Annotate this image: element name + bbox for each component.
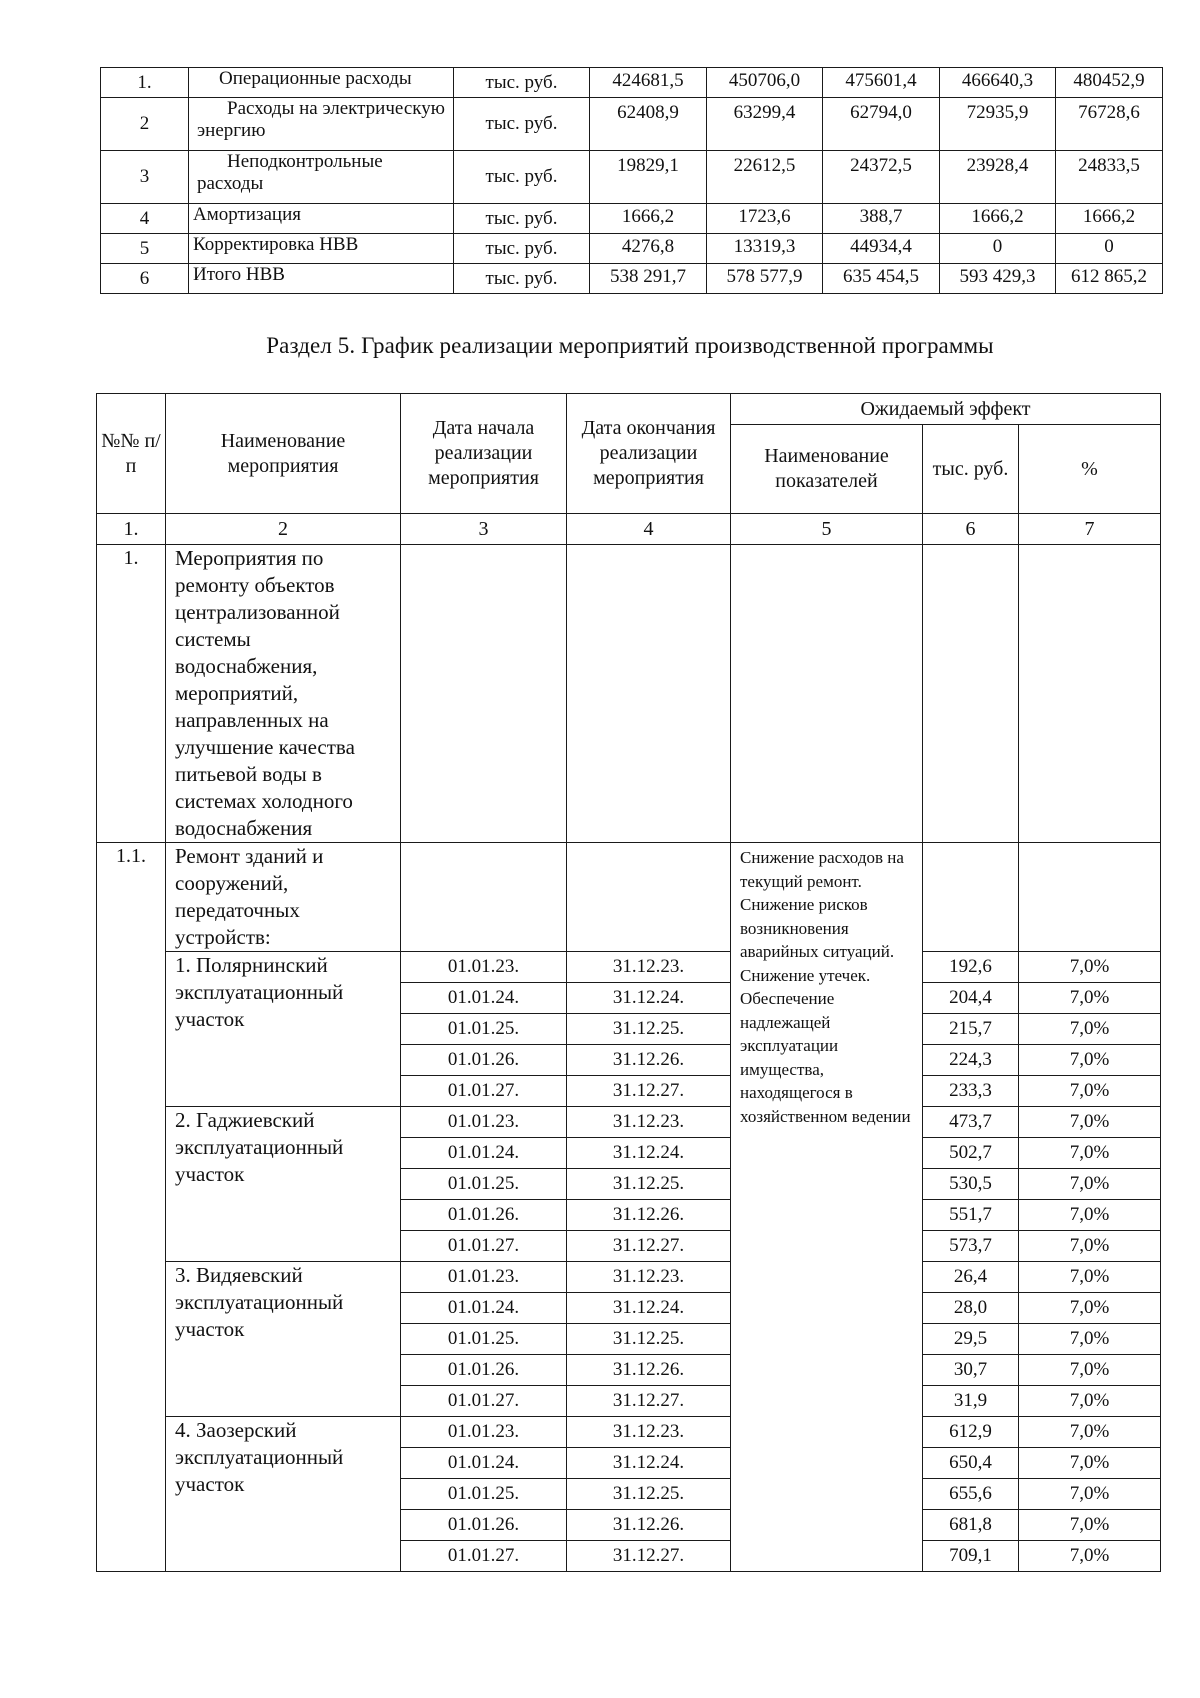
percent-value: 7,0% — [1019, 1076, 1161, 1107]
index-cell: 6 — [923, 514, 1019, 545]
table-row — [101, 234, 1163, 264]
start-date: 01.01.24. — [401, 1448, 567, 1479]
row-value: 593 429,3 — [940, 264, 1056, 294]
start-date: 01.01.24. — [401, 1293, 567, 1324]
end-date: 31.12.24. — [567, 1138, 731, 1169]
row-value: 19829,1 — [590, 151, 707, 204]
table-row — [101, 264, 1163, 294]
start-date: 01.01.23. — [401, 952, 567, 983]
empty-cell — [567, 545, 731, 843]
header-indicators: Наименование показателей — [731, 425, 923, 514]
end-date: 31.12.26. — [567, 1510, 731, 1541]
percent-value: 7,0% — [1019, 1231, 1161, 1262]
start-date: 01.01.25. — [401, 1014, 567, 1045]
row-value: 1666,2 — [940, 204, 1056, 234]
end-date: 31.12.24. — [567, 983, 731, 1014]
header-percent: % — [1019, 425, 1161, 514]
end-date: 31.12.25. — [567, 1169, 731, 1200]
amount-value: 31,9 — [923, 1386, 1019, 1417]
row-name: Расходы на электрическую энергию — [189, 98, 454, 151]
schedule-body — [97, 545, 1161, 1572]
header-thousand: тыс. руб. — [923, 425, 1019, 514]
site-name: 3. Видяевский эксплуатационный участок — [166, 1262, 401, 1417]
index-cell: 2 — [166, 514, 401, 545]
row-value: 1723,6 — [707, 204, 823, 234]
end-date: 31.12.26. — [567, 1355, 731, 1386]
row-value: 62408,9 — [590, 98, 707, 151]
empty-cell — [567, 843, 731, 952]
empty-cell — [1019, 843, 1161, 952]
amount-value: 204,4 — [923, 983, 1019, 1014]
schedule-table — [96, 393, 1161, 1572]
row-value: 612 865,2 — [1056, 264, 1163, 294]
row-value: 475601,4 — [823, 68, 940, 98]
section-number: 1. — [97, 545, 166, 843]
row-unit: тыс. руб. — [454, 264, 590, 294]
subsection-number: 1.1. — [97, 843, 166, 1572]
start-date: 01.01.24. — [401, 1138, 567, 1169]
row-number: 6 — [101, 264, 189, 294]
start-date: 01.01.23. — [401, 1262, 567, 1293]
percent-value: 7,0% — [1019, 1417, 1161, 1448]
amount-value: 551,7 — [923, 1200, 1019, 1231]
amount-value: 473,7 — [923, 1107, 1019, 1138]
subsection-row — [97, 843, 1161, 952]
row-number: 5 — [101, 234, 189, 264]
percent-value: 7,0% — [1019, 1169, 1161, 1200]
row-value: 388,7 — [823, 204, 940, 234]
table-row — [101, 151, 1163, 204]
end-date: 31.12.24. — [567, 1448, 731, 1479]
cost-summary-table — [100, 67, 1163, 294]
row-name: Итого НВВ — [189, 264, 454, 294]
percent-value: 7,0% — [1019, 983, 1161, 1014]
start-date: 01.01.27. — [401, 1541, 567, 1572]
schedule-row — [97, 1107, 1161, 1138]
schedule-header-row — [97, 394, 1161, 425]
schedule-row — [97, 952, 1161, 983]
effect-description: Снижение расходов на текущий ремонт. Снижение рисков возникновения аварийных ситуаций. Снижение утечек. Обеспечение надлежащей эксплуатации имущества, находящегося в хозяйственном ведении — [731, 843, 923, 1572]
row-number: 4 — [101, 204, 189, 234]
row-value: 0 — [1056, 234, 1163, 264]
percent-value: 7,0% — [1019, 1014, 1161, 1045]
percent-value: 7,0% — [1019, 1200, 1161, 1231]
row-unit: тыс. руб. — [454, 204, 590, 234]
amount-value: 233,3 — [923, 1076, 1019, 1107]
start-date: 01.01.27. — [401, 1386, 567, 1417]
end-date: 31.12.25. — [567, 1324, 731, 1355]
amount-value: 502,7 — [923, 1138, 1019, 1169]
table-row — [101, 68, 1163, 98]
amount-value: 26,4 — [923, 1262, 1019, 1293]
row-value: 424681,5 — [590, 68, 707, 98]
index-cell: 1. — [97, 514, 166, 545]
index-cell: 3 — [401, 514, 567, 545]
row-value: 1666,2 — [1056, 204, 1163, 234]
amount-value: 650,4 — [923, 1448, 1019, 1479]
row-value: 72935,9 — [940, 98, 1056, 151]
percent-value: 7,0% — [1019, 1541, 1161, 1572]
row-name: Неподконтрольные расходы — [189, 151, 454, 204]
start-date: 01.01.26. — [401, 1200, 567, 1231]
row-value: 23928,4 — [940, 151, 1056, 204]
empty-cell — [401, 545, 567, 843]
amount-value: 28,0 — [923, 1293, 1019, 1324]
start-date: 01.01.26. — [401, 1510, 567, 1541]
empty-cell — [1019, 545, 1161, 843]
row-number: 2 — [101, 98, 189, 151]
site-name: 2. Гаджиевский эксплуатационный участок — [166, 1107, 401, 1262]
amount-value: 224,3 — [923, 1045, 1019, 1076]
row-value: 635 454,5 — [823, 264, 940, 294]
row-unit: тыс. руб. — [454, 151, 590, 204]
index-cell: 7 — [1019, 514, 1161, 545]
end-date: 31.12.25. — [567, 1479, 731, 1510]
start-date: 01.01.26. — [401, 1045, 567, 1076]
end-date: 31.12.27. — [567, 1541, 731, 1572]
percent-value: 7,0% — [1019, 1262, 1161, 1293]
row-value: 466640,3 — [940, 68, 1056, 98]
subsection-name: Ремонт зданий и сооружений, передаточных устройств: — [166, 843, 401, 952]
row-value: 450706,0 — [707, 68, 823, 98]
amount-value: 573,7 — [923, 1231, 1019, 1262]
row-value: 44934,4 — [823, 234, 940, 264]
start-date: 01.01.27. — [401, 1231, 567, 1262]
amount-value: 29,5 — [923, 1324, 1019, 1355]
section-name: Мероприятия по ремонту объектов централизованной системы водоснабжения, мероприятий, направленных на улучшение качества питьевой воды в системах холодного водоснабжения — [166, 545, 401, 843]
row-value: 24833,5 — [1056, 151, 1163, 204]
end-date: 31.12.27. — [567, 1076, 731, 1107]
end-date: 31.12.27. — [567, 1386, 731, 1417]
end-date: 31.12.23. — [567, 1107, 731, 1138]
row-value: 76728,6 — [1056, 98, 1163, 151]
section-title: Раздел 5. График реализации мероприятий производственной программы — [266, 333, 994, 358]
index-cell: 5 — [731, 514, 923, 545]
row-value: 578 577,9 — [707, 264, 823, 294]
row-number: 1. — [101, 68, 189, 98]
start-date: 01.01.25. — [401, 1324, 567, 1355]
end-date: 31.12.24. — [567, 1293, 731, 1324]
row-value: 62794,0 — [823, 98, 940, 151]
row-value: 22612,5 — [707, 151, 823, 204]
header-start: Дата начала реализации мероприятия — [401, 394, 567, 514]
row-number: 3 — [101, 151, 189, 204]
row-value: 0 — [940, 234, 1056, 264]
start-date: 01.01.25. — [401, 1479, 567, 1510]
start-date: 01.01.24. — [401, 983, 567, 1014]
percent-value: 7,0% — [1019, 1479, 1161, 1510]
end-date: 31.12.23. — [567, 1262, 731, 1293]
site-name: 4. Заозерский эксплуатационный участок — [166, 1417, 401, 1572]
percent-value: 7,0% — [1019, 1510, 1161, 1541]
row-value: 1666,2 — [590, 204, 707, 234]
start-date: 01.01.26. — [401, 1355, 567, 1386]
empty-cell — [923, 545, 1019, 843]
row-value: 24372,5 — [823, 151, 940, 204]
percent-value: 7,0% — [1019, 1293, 1161, 1324]
row-unit: тыс. руб. — [454, 68, 590, 98]
percent-value: 7,0% — [1019, 1355, 1161, 1386]
empty-cell — [731, 545, 923, 843]
percent-value: 7,0% — [1019, 1324, 1161, 1355]
start-date: 01.01.25. — [401, 1169, 567, 1200]
table-row — [101, 204, 1163, 234]
amount-value: 655,6 — [923, 1479, 1019, 1510]
header-end: Дата окончания реализации мероприятия — [567, 394, 731, 514]
index-cell: 4 — [567, 514, 731, 545]
header-num: №№ п/п — [97, 394, 166, 514]
row-unit: тыс. руб. — [454, 234, 590, 264]
amount-value: 709,1 — [923, 1541, 1019, 1572]
end-date: 31.12.27. — [567, 1231, 731, 1262]
percent-value: 7,0% — [1019, 1107, 1161, 1138]
row-value: 13319,3 — [707, 234, 823, 264]
start-date: 01.01.23. — [401, 1107, 567, 1138]
start-date: 01.01.27. — [401, 1076, 567, 1107]
end-date: 31.12.23. — [567, 1417, 731, 1448]
section-row — [97, 545, 1161, 843]
amount-value: 215,7 — [923, 1014, 1019, 1045]
site-name: 1. Полярнинский эксплуатационный участок — [166, 952, 401, 1107]
percent-value: 7,0% — [1019, 1045, 1161, 1076]
row-value: 4276,8 — [590, 234, 707, 264]
row-value: 63299,4 — [707, 98, 823, 151]
header-effect: Ожидаемый эффект — [731, 394, 1161, 425]
percent-value: 7,0% — [1019, 952, 1161, 983]
end-date: 31.12.23. — [567, 952, 731, 983]
header-name: Наименование мероприятия — [166, 394, 401, 514]
table-row — [101, 98, 1163, 151]
amount-value: 30,7 — [923, 1355, 1019, 1386]
amount-value: 612,9 — [923, 1417, 1019, 1448]
empty-cell — [923, 843, 1019, 952]
percent-value: 7,0% — [1019, 1138, 1161, 1169]
row-name: Амортизация — [189, 204, 454, 234]
start-date: 01.01.23. — [401, 1417, 567, 1448]
row-value: 480452,9 — [1056, 68, 1163, 98]
empty-cell — [401, 843, 567, 952]
amount-value: 681,8 — [923, 1510, 1019, 1541]
row-value: 538 291,7 — [590, 264, 707, 294]
schedule-row — [97, 1262, 1161, 1293]
schedule-row — [97, 1417, 1161, 1448]
percent-value: 7,0% — [1019, 1448, 1161, 1479]
percent-value: 7,0% — [1019, 1386, 1161, 1417]
amount-value: 192,6 — [923, 952, 1019, 983]
end-date: 31.12.25. — [567, 1014, 731, 1045]
end-date: 31.12.26. — [567, 1200, 731, 1231]
amount-value: 530,5 — [923, 1169, 1019, 1200]
cost-summary-body — [101, 68, 1163, 294]
index-row — [97, 514, 1161, 545]
end-date: 31.12.26. — [567, 1045, 731, 1076]
row-name: Операционные расходы — [189, 68, 454, 98]
row-name: Корректировка НВВ — [189, 234, 454, 264]
row-unit: тыс. руб. — [454, 98, 590, 151]
